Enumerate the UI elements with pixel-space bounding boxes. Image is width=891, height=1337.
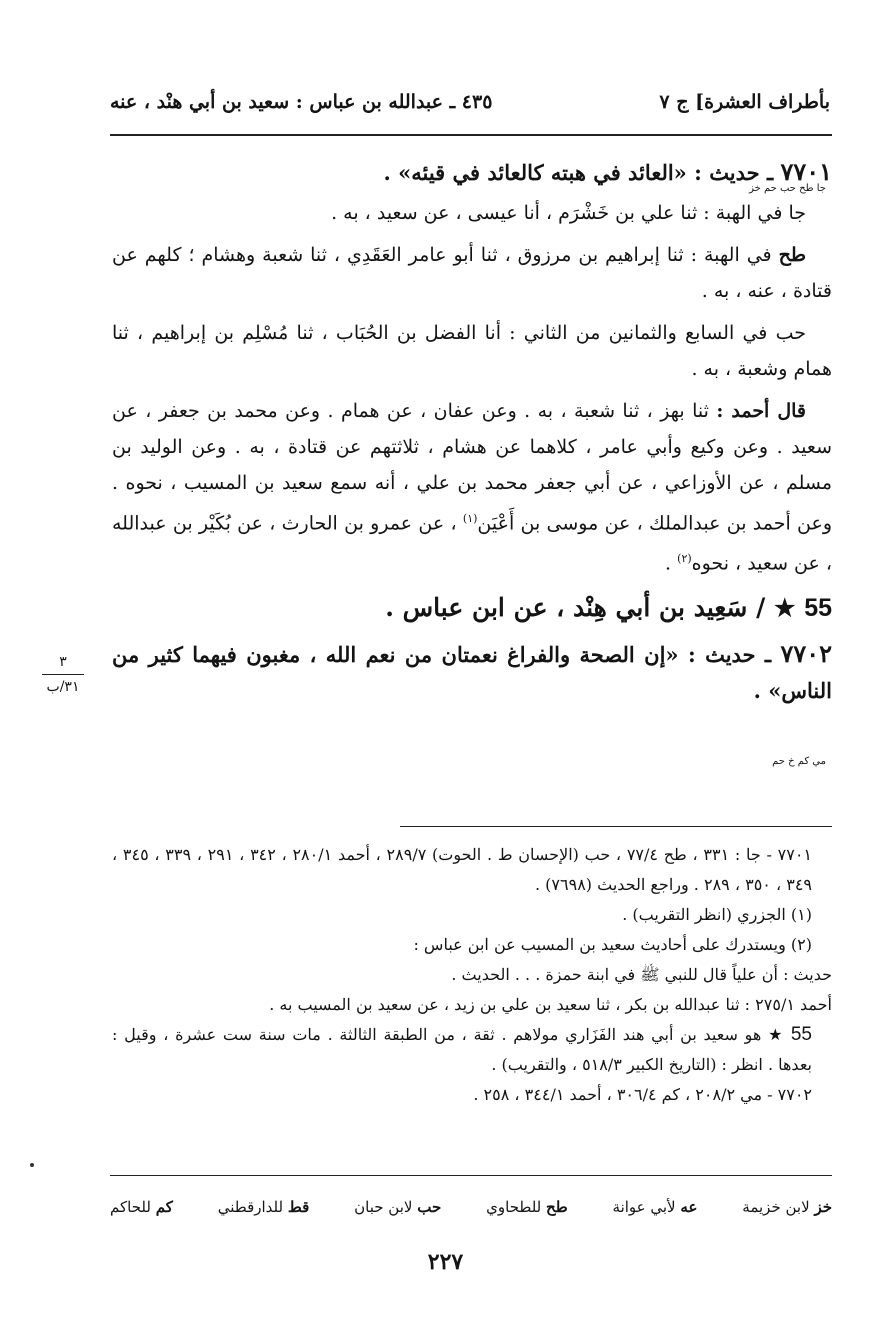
hadith-label: ـ حديث :	[687, 641, 772, 667]
paragraph-ahmad	[112, 393, 832, 582]
hadith-label: ـ حديث :	[694, 160, 774, 185]
main-text	[112, 154, 833, 767]
header-rule	[110, 134, 832, 136]
abbrev-code: خز	[814, 1198, 832, 1216]
abbrev-rule	[110, 1175, 832, 1176]
footnote-2: (٢) ويستدرك على أحاديث سعيد بن المسيب عن ابن عباس :	[413, 935, 812, 954]
paragraph-ja: جا في الهبة : ثنا علي بن خَشْرَم ، أنا عيسى ، عن سعيد ، به .	[331, 202, 806, 224]
margin-folio: ٣١/ب	[46, 679, 80, 695]
page-number: ٢٢٧	[427, 1249, 464, 1275]
abbrev-item	[613, 1198, 698, 1216]
abbrev-item	[218, 1198, 310, 1216]
footnote-ref-1[interactable]: (١)	[462, 512, 478, 525]
abbrev-code: عه	[680, 1198, 698, 1216]
ahmad-text-end: .	[665, 552, 672, 575]
abbrev-code: كم	[155, 1198, 173, 1216]
running-header	[110, 84, 830, 120]
header-book-title: بأطراف العشرة] ج ٧	[659, 91, 830, 113]
footnote-ref-2[interactable]: (٢)	[677, 552, 692, 566]
abbrev-desc: لابن حبان	[354, 1198, 413, 1216]
ahmad-lead: قال أحمد :	[716, 400, 806, 422]
star-icon: ★	[773, 592, 796, 622]
hadith-sigla: جا طح حب حم خز	[749, 183, 826, 194]
source-code-tah: طح	[778, 244, 806, 266]
abbrev-item	[486, 1198, 567, 1216]
footnote-7702: ٧٧٠٢ - مي ٢٠٨/٢ ، كم ٣٠٦/٤ ، أحمد ٣٤٤/١ ، ٢٥٨ .	[473, 1085, 812, 1104]
footnote-narrator-text: هو سعيد بن أبي هند الفَزَاري مولاهم . ثقة ، من الطبقة الثالثة . مات سنة ست عشرة ، وقيل : بعدها . انظر : (التاريخ الكبير ٥١٨/٣ ، والتقريب) .	[112, 1025, 812, 1074]
abbrev-desc: لأبي عوانة	[612, 1198, 676, 1216]
paragraph-hib: حب في السابع والثمانين من الثاني : أنا الفضل بن الحُبَاب ، ثنا مُسْلِم بن إبراهيم ، ثنا همام وشعبة ، به .	[112, 322, 832, 380]
footnote-2-hadith: حديث : أن علياً قال للنبي ﷺ في ابنة حمزة . . . الحديث .	[451, 965, 832, 984]
hadith-7702-heading	[112, 636, 832, 709]
hadith-number: ٧٧٠١	[780, 157, 832, 186]
stray-mark	[30, 1163, 34, 1167]
star-icon: ★	[768, 1025, 785, 1044]
narrator-heading	[112, 586, 832, 630]
abbrev-item	[110, 1198, 173, 1216]
ahmad-text-tail: ، عن عمرو بن الحارث ، عن بُكَيْر بن عبدالله ، عن سعيد ، نحوه	[112, 512, 832, 575]
abbrev-desc: لابن خزيمة	[742, 1198, 810, 1216]
footnote-rule	[400, 826, 832, 827]
margin-divider	[42, 674, 84, 675]
margin-volume: ٣	[59, 654, 67, 670]
abbrev-desc: للحاكم	[110, 1198, 151, 1216]
abbrev-item	[742, 1198, 832, 1216]
hadith-text: «إن الصحة والفراغ نعمتان من نعم الله ، مغبون فيهما كثير من الناس» .	[112, 641, 832, 703]
footnote-narrator	[112, 1020, 832, 1080]
abbrev-code: حب	[417, 1198, 442, 1216]
hadith-text: «العائد في هبته كالعائد في قيئه» .	[383, 160, 687, 185]
abbrev-desc: للدارقطني	[217, 1198, 284, 1216]
abbrev-code: قط	[287, 1198, 310, 1216]
ahmad-text: ثنا بهز ، ثنا شعبة ، به . وعن عفان ، عن همام . وعن محمد بن جعفر ، عن سعيد . وعن وكيع وأبي عامر ، كلاهما عن هشام ، ثلاثتهم عن قتادة ، به . وعن الوليد بن مسلم ، عن الأوزاعي ، عن أبي جعفر محمد بن علي ، أنه سمع سعيد بن المسيب ، نحوه . وعن أحمد بن عبدالملك ، عن موسى بن أَعْيَن	[112, 400, 832, 535]
abbrev-item	[354, 1198, 441, 1216]
abbreviation-key	[110, 1192, 832, 1222]
hadith-sigla: مي كم خ حم	[772, 756, 826, 767]
abbrev-code: طح	[546, 1198, 568, 1216]
margin-folio-note	[40, 652, 86, 697]
narrator-slash: /	[756, 592, 766, 622]
paragraph-tah	[112, 237, 832, 309]
footnote-2-source: أحمد ٢٧٥/١ : ثنا عبدالله بن بكر ، ثنا سعيد بن علي بن زيد ، عن سعيد بن المسيب به .	[269, 995, 832, 1014]
hadith-number: ٧٧٠٢	[780, 638, 833, 668]
paragraph-tah-text: في الهبة : ثنا إبراهيم بن مرزوق ، ثنا أبو عامر العَقَدِي ، ثنا شعبة وهشام ؛ كلهم عن قتادة ، عنه ، به .	[112, 244, 832, 302]
narrator-name: سَعِيد بن أبي هِنْد ، عن ابن عباس .	[385, 592, 748, 622]
footnotes	[112, 840, 832, 1110]
abbrev-desc: للطحاوي	[486, 1198, 542, 1216]
header-section-title: ٤٣٥ ـ عبدالله بن عباس : سعيد بن أبي هنْد ، عنه	[110, 91, 493, 113]
footnote-7701: ٧٧٠١ - جا : ٣٣١ ، طح ٧٧/٤ ، حب (الإحسان ط . الحوت) ٢٨٩/٧ ، أحمد ٢٨٠/١ ، ٣٤٢ ، ٢٩١ ، ٣٣٩ ، ٣٤٥ ، ٣٤٩ ، ٣٥٠ ، ٢٨٩ . وراجع الحديث (٧٦٩٨) .	[112, 845, 812, 894]
narrator-number: 55	[790, 1024, 812, 1045]
footnote-1: (١) الجزري (انظر التقريب) .	[622, 905, 812, 924]
narrator-number: 55	[804, 593, 832, 622]
